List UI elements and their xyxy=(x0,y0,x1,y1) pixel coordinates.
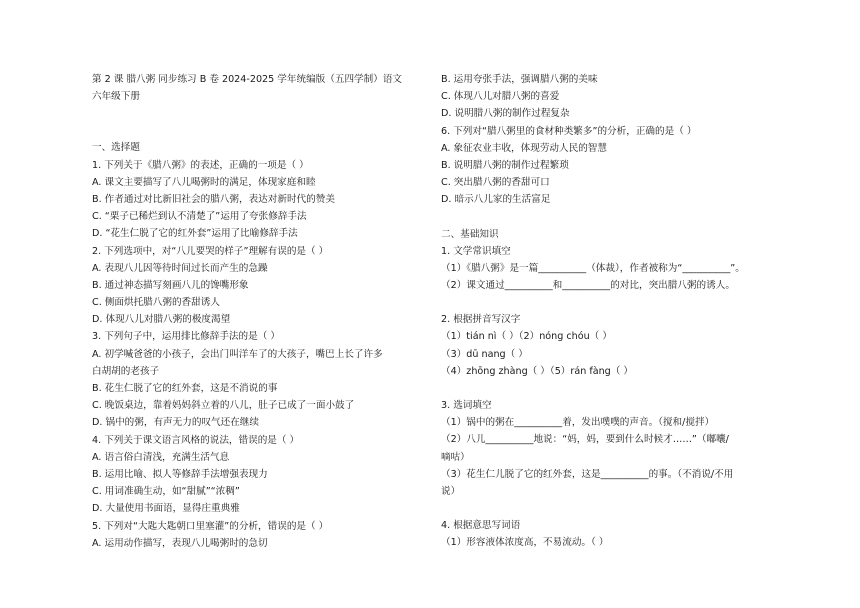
right-column xyxy=(441,71,781,552)
question-line: 3. 下列句子中，运用排比修辞手法的是（ ） xyxy=(92,331,280,343)
word-choice-line: 说） xyxy=(441,485,461,497)
definition-line: （1）形容液体浓度高，不易流动。（ ） xyxy=(441,537,609,549)
question-line: B. 通过神态描写刻画八儿的馋嘴形象 xyxy=(92,279,249,291)
question-line: A. 初学喊爸爸的小孩子，会出门叫洋车了的大孩子，嘴巴上长了许多 xyxy=(92,348,383,360)
question-line: B. 作者通过对比新旧社会的腊八粥，表达对新时代的赞美 xyxy=(92,193,335,205)
question-line: 白胡胡的老孩子 xyxy=(92,365,160,377)
document-title-line-1: 第 2 课 腊八粥 同步练习 B 卷 2024-2025 学年统编版（五四学制）语文 xyxy=(92,74,403,85)
fill-blank-line: （2）课文通过__________和__________的对比，突出腊八粥的诱人。 xyxy=(441,280,735,292)
pinyin-line: （4）zhōng zhàng（ ）（5）rán fàng（ ） xyxy=(441,365,634,377)
question-line: C. 晚饭桌边，靠着妈妈斜立着的八儿，肚子已成了一面小鼓了 xyxy=(92,400,355,412)
question-title: 2. 根据拼音写汉字 xyxy=(441,314,521,326)
word-choice-line: （3）花生仁儿脱了它的红外套，这是__________的事。（不消说/不用 xyxy=(441,468,734,480)
section-heading-basics: 二、基础知识 xyxy=(441,228,499,240)
question-line: D. 说明腊八粥的制作过程复杂 xyxy=(441,108,570,120)
question-line: A. 语言俗白清浅，充满生活气息 xyxy=(92,451,230,463)
question-line: 4. 下列关于课文语言风格的说法，错误的是（ ） xyxy=(92,434,300,446)
word-choice-line: 嘀咕） xyxy=(441,451,470,463)
question-line: D. 暗示八儿家的生活富足 xyxy=(441,194,551,206)
question-line: C. 用词准确生动，如“甜腻”“浓稠” xyxy=(92,486,240,498)
pinyin-line: （1）tián nì（ ）（2）nóng chóu（ ） xyxy=(441,331,612,343)
choice-questions-continued xyxy=(441,71,781,209)
question-title: 1. 文学常识填空 xyxy=(441,245,511,257)
word-choice-line: （2）八儿__________地说：“妈，妈，要到什么时候才……”（嘟囔/ xyxy=(441,434,729,446)
question-line: B. 运用比喻、拟人等修辞手法增强表现力 xyxy=(92,468,268,480)
question-title: 4. 根据意思写词语 xyxy=(441,520,521,532)
section-heading-choice: 一、选择题 xyxy=(92,142,140,154)
question-line: D. 锅中的粥，有声无力的叹气还在继续 xyxy=(92,417,259,429)
question-line: A. 运用动作描写，表现八儿喝粥时的急切 xyxy=(92,537,268,549)
question-title: 3. 选词填空 xyxy=(441,400,492,411)
choice-questions xyxy=(92,157,422,552)
question-line: D. 大量使用书面语，显得庄重典雅 xyxy=(92,503,240,515)
fill-blank-line: （1）《腊八粥》是一篇__________（体裁），作者被称为“__________”。 xyxy=(441,262,745,274)
question-line: C. 体现八儿对腊八粥的喜爱 xyxy=(441,91,560,103)
question-line: D. “花生仁脱了它的红外套”运用了比喻修辞手法 xyxy=(92,228,298,240)
question-line: A. 课文主要描写了八儿喝粥时的满足，体现家庭和睦 xyxy=(92,176,316,188)
question-line: C. 突出腊八粥的香甜可口 xyxy=(441,177,550,189)
question-line: B. 花生仁脱了它的红外套，这是不消说的事 xyxy=(92,383,278,394)
question-line: C. “栗子已稀烂到认不清楚了”运用了夸张修辞手法 xyxy=(92,211,307,223)
question-line: D. 体现八儿对腊八粥的极度渴望 xyxy=(92,314,231,326)
question-line: B. 运用夸张手法，强调腊八粥的美味 xyxy=(441,74,598,85)
question-line: B. 说明腊八粥的制作过程繁琐 xyxy=(441,159,569,171)
question-line: 2. 下列选项中，对“八儿要哭的样子”理解有误的是（ ） xyxy=(92,245,329,257)
pinyin-line: （3）dū nang（ ） xyxy=(441,348,528,360)
question-line: 6. 下列对“腊八粥里的食材种类繁多”的分析，正确的是（ ） xyxy=(441,125,697,137)
left-column xyxy=(92,71,422,552)
question-line: A. 象征农业丰收，体现劳动人民的智慧 xyxy=(441,142,607,154)
document-title-line-2: 六年级下册 xyxy=(92,91,140,103)
question-line: C. 侧面烘托腊八粥的香甜诱人 xyxy=(92,297,220,309)
question-line: 1. 下列关于《腊八粥》的表述，正确的一项是（ ） xyxy=(92,159,309,171)
question-line: 5. 下列对“大匙大匙朝口里塞灌”的分析，错误的是（ ） xyxy=(92,520,329,532)
question-line: A. 表现八儿因等待时间过长而产生的急躁 xyxy=(92,262,268,274)
word-choice-line: （1）锅中的粥在__________着，发出噗噗的声音。（搅和/搅拌） xyxy=(441,417,715,429)
